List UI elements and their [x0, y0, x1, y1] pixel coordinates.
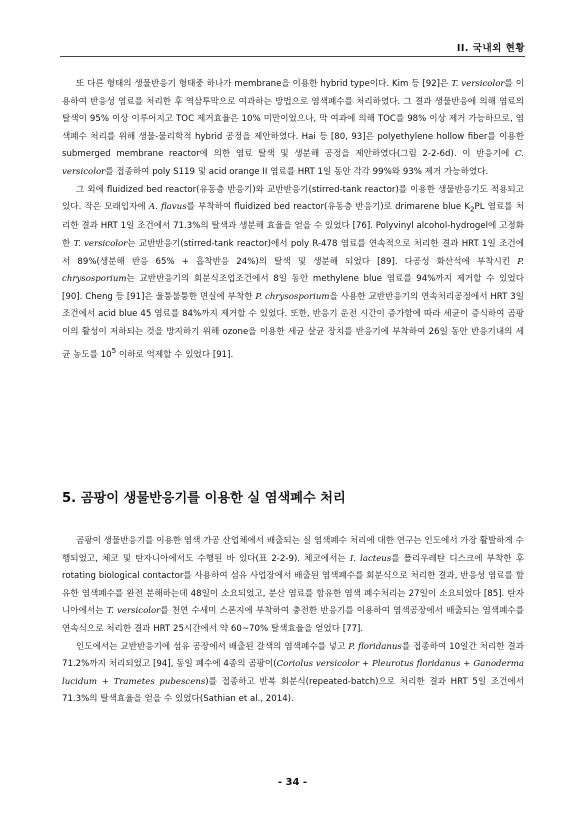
text-run: 이하로 억제할 수 있었다 [91]. — [116, 349, 234, 360]
page-number: - 34 - — [277, 777, 308, 788]
text-run: 를 폴리우레탄 디스크에 부착한 후 rotating biological contactor를 사용하여 섬유 사업장에서 배출된 염색폐수를 회분식으로 처리한 결과, 반응성 염료를 함유한 염색폐수를 완전 분해하는데 48일이 소요되었고, 분산 염료를 함유한 염색 폐수처리는 27일이 소요되었다 [85]. 탄자니아에서는 — [62, 553, 525, 617]
text-run: 를 접종하여 poly S119 및 acid orange II 염료를 HRT 1일 동안 각각 99%와 93% 제거 가능하였다. — [105, 166, 489, 177]
paragraph — [62, 182, 524, 365]
italic-term: Coriolus versicolor + Pleurotus floridanus + Ganoderma lucidum + Trametes pubescens — [62, 659, 524, 687]
section-text — [62, 533, 524, 709]
italic-term: T. versicolor — [451, 79, 505, 89]
text-run: 그 외에 fluidized bed reactor(유동층 반응기)와 교반반응기(stirred-tank reactor)를 이용한 생물반응기도 적용되고 있다. 작은 모래입자에 — [62, 184, 524, 213]
subscript: 2 — [469, 204, 475, 214]
text-run: 는 교반반응기(stirred-tank reactor)에서 poly R-478 염료를 연속적으로 처리한 결과 HRT 1일 조건에서 89%(생분해 반응 65% + 흡착반응 24%)의 탈색 및 생분해 되었다 [89]. 다공성 화산석에 부착시킨 — [62, 239, 524, 267]
text-run: 는 교반반응기의 회분식조업조건에서 8일 동안 methylene blue 염료를 94%까지 제거할 수 있었다 [90]. Cheng 등 [91]은 울퉁불퉁한 면실에 부착한 — [62, 274, 524, 302]
superscript: 5 — [111, 345, 117, 355]
header-rule — [60, 56, 525, 57]
paragraph — [62, 76, 524, 182]
section-title: 5. 곰팡이 생물반응기를 이용한 실 염색폐수 처리 — [62, 491, 346, 506]
italic-term: P. chrysosporium — [255, 291, 330, 302]
text-run: 또 다른 형태의 생물반응기 형태중 하나가 membrane을 이용한 hybrid type이다. Kim 등 [92]은 — [76, 79, 452, 89]
paragraph — [62, 639, 524, 709]
text-run: 를 이용하여 반응성 염료를 처리한 후 역삼투막으로 여과하는 방법으로 염색폐수를 처리하였다. 그 결과 생물반응에 의해 염료의 탈색이 95% 이상 이루어지고 TOC 제거효율은 10% 미만이었으나, 막 여과에 의해 TOC를 98% 이상 제거 가능하므로, 염색폐수 처리를 위해 생물-물리학적 hybrid 공정을 제안하였다. Hai 등 [80, 93]은 polyethylene hollow fiber를 이용한 submerged membrane reactor에 의한 염료 탈색 및 생분해 공정을 제안하였다(그림 2-2-6d). 이 반응기에 — [62, 79, 524, 160]
text-run: )를 접종하고 반복 회분식(repeated-batch)으로 처리한 결과 HRT 5일 조건에서 71.3%의 탈색효율을 얻을 수 있었다(Sathian et al., 2014). — [62, 676, 525, 705]
paragraph — [62, 533, 524, 639]
text-run: PL 염료를 처리한 결과 HRT 1일 조건에서 71.3%의 탈색과 생분해 효율을 얻을 수 있었다 [76]. Polyvinyl alcohol-hydrogel에 고정화한 — [62, 202, 525, 250]
text-run: 를 접종하여 10일간 처리한 결과 71.2%까지 처리되었고 [94], 동일 폐수에 4종의 곰팡이( — [62, 641, 524, 670]
italic-term: C. versicolor — [62, 149, 524, 177]
text-run: 를 부착하여 fluidized bed reactor(유동층 반응기)로 drimarene blue K — [186, 202, 470, 213]
running-header: II. 국내외 현황 — [456, 43, 525, 54]
text-run: 곰팡이 생물반응기를 이용한 염색 가공 산업체에서 배출되는 실 염색폐수 처리에 대한 연구는 인도에서 가장 활발하게 수행되었고, 체코 및 탄자니아에서도 수행된 바 있다(표 2-2-9). 체코에서는 — [62, 536, 524, 564]
italic-term: A. flavus — [148, 202, 187, 213]
italic-term: P. chrysosporium — [62, 256, 524, 285]
italic-term: T. versicolor — [106, 606, 161, 617]
italic-term: T. versicolor — [73, 239, 128, 250]
text-run: 을 사용한 교반반응기의 연속처리공정에서 HRT 3일 조건에서 acid blue 45 염료를 84%까지 제거할 수 있었다. 또한, 반응기 운전 시간이 증가함에 따라 세균이 증식하여 곰팡이의 활성이 저하되는 것을 방지하기 위해 ozone을 이용한 세균 살균 장치를 반응기에 부착하여 26일 동안 반응기내의 세균 농도를 10 — [62, 291, 524, 360]
italic-term: I. lacteus — [349, 553, 392, 564]
text-run: 를 천연 수세미 스폰지에 부착하여 충전한 반응기를 이용하여 염색공장에서 배출되는 염색폐수를 연속식으로 처리한 결과 HRT 25시간에서 약 60~70% 탈색효율을 얻었다 [77]. — [62, 606, 524, 634]
text-run: 인도에서는 교반반응기에 섬유 공장에서 배출된 갈색의 염색폐수를 넣고 — [76, 641, 349, 652]
intro-text — [62, 76, 524, 364]
italic-term: P. floridanus — [348, 641, 402, 652]
